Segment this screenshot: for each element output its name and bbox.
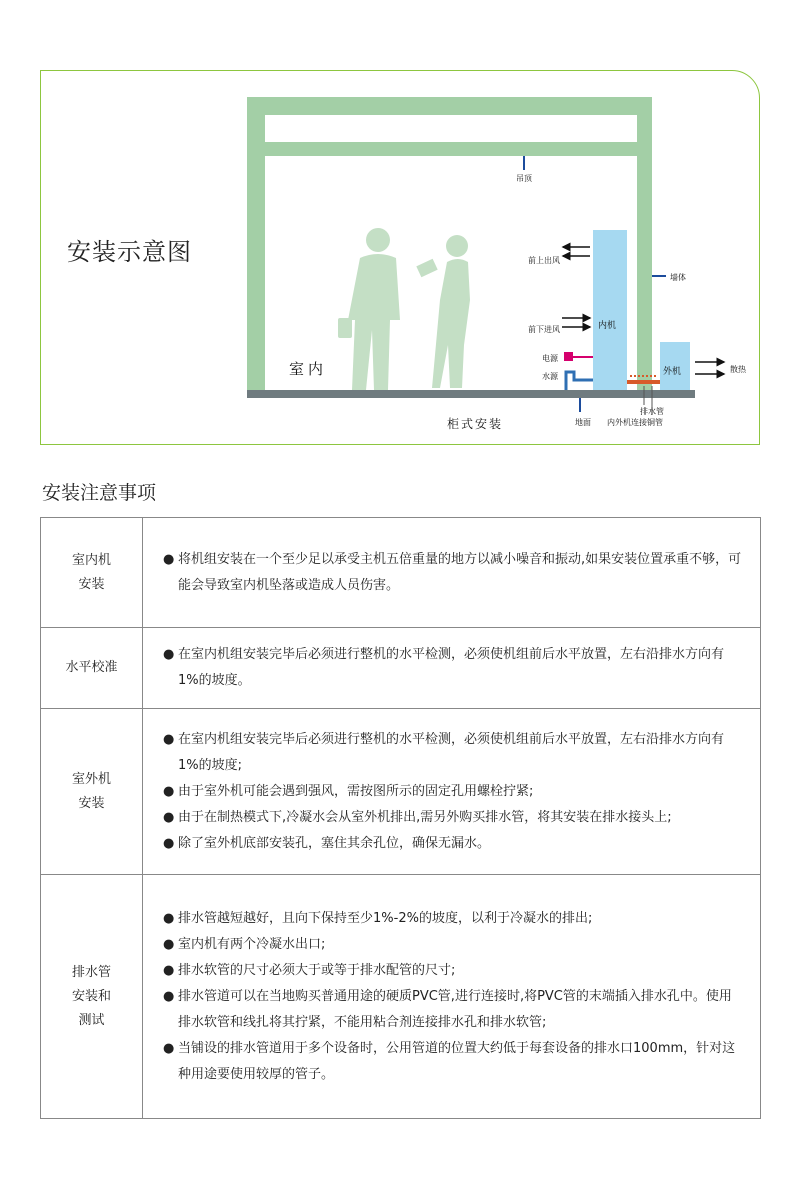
note-text: 将机组安装在一个至少足以承受主机五倍重量的地方以减小噪音和振动,如果安装位置承重不够，可能会导致室内机坠落或造成人员伤害。: [178, 551, 742, 593]
note-item: [163, 958, 744, 984]
notes-row-content: [143, 709, 761, 875]
notes-row-heading: [41, 875, 143, 1119]
bullet-icon: ●: [163, 962, 175, 978]
bullet-icon: ●: [163, 835, 175, 851]
notes-row: [41, 518, 761, 628]
note-text: 室内机有两个冷凝水出口;: [178, 936, 326, 952]
bullet-icon: ●: [163, 910, 175, 926]
notes-row-content: [143, 628, 761, 709]
bullet-icon: ●: [163, 988, 175, 1004]
heading-line: 安装和: [71, 988, 111, 1004]
bullet-icon: ●: [163, 551, 175, 567]
label-ceiling: 吊顶: [516, 174, 532, 183]
note-text: 当铺设的排水管道用于多个设备时，公用管道的位置大约低于每套设备的排水口100mm，针对这种用途要使用较厚的管子。: [178, 1040, 736, 1082]
label-copper-pipe: 内外机连接铜管: [607, 418, 663, 427]
heading-line: 测试: [78, 1012, 105, 1028]
note-item: [163, 779, 744, 805]
bullet-icon: ●: [163, 936, 175, 952]
notes-row: [41, 628, 761, 709]
note-text: 在室内机组安装完毕后必须进行整机的水平检测，必须使机组前后水平放置，左右沿排水方向有1%的坡度。: [178, 647, 725, 688]
label-indoor-unit: 内机: [598, 321, 617, 331]
heading-line: 安装: [78, 795, 105, 811]
note-item: [163, 831, 744, 857]
installation-notes-table: [40, 517, 761, 1119]
people-silhouette: [338, 228, 470, 390]
note-text: 在室内机组安装完毕后必须进行整机的水平检测，必须使机组前后水平放置，左右沿排水方向有1%的坡度;: [178, 731, 725, 773]
heading-line: 室外机: [71, 771, 111, 787]
label-water: 水源: [542, 372, 558, 381]
bullet-icon: ●: [163, 1040, 175, 1056]
water-pipe: [566, 372, 593, 390]
label-floor: 地面: [575, 418, 591, 427]
note-text: 排水管道可以在当地购买普通用途的硬质PVC管,进行连接时,将PVC管的末端插入排水孔中。使用排水软管和线扎将其拧紧，不能用粘合剂连接排水孔和排水软管;: [178, 988, 732, 1030]
bullet-icon: ●: [163, 783, 175, 799]
notes-row-content: [143, 518, 761, 628]
installation-diagram: [0, 0, 790, 450]
heading-line: 水平校准: [65, 660, 118, 675]
label-drain-pipe: 排水管: [640, 407, 664, 416]
room-wall-right: [637, 97, 652, 391]
label-outdoor-unit: 外机: [663, 367, 682, 377]
connecting-pipe: [627, 380, 660, 384]
room-wall-left: [247, 97, 265, 391]
diagram-title: 安装示意图: [67, 238, 192, 266]
label-top-outlet: 前上出风: [528, 256, 560, 265]
bullet-icon: ●: [163, 731, 175, 747]
heading-line: 排水管: [71, 964, 111, 980]
floor-slab: [247, 390, 695, 398]
label-indoor: 室内: [289, 360, 328, 378]
label-power: 电源: [542, 354, 558, 363]
notes-section-title: 安装注意事项: [42, 482, 157, 504]
note-text: 由于在制热模式下,冷凝水会从室外机排出,需另外购买排水管，将其安装在排水接头上;: [178, 809, 672, 825]
note-text: 排水管越短越好，且向下保持至少1%-2%的坡度，以利于冷凝水的排出;: [178, 910, 593, 926]
notes-row: [41, 709, 761, 875]
heading-line: 安装: [78, 576, 105, 592]
note-item: [163, 547, 744, 599]
note-item: [163, 984, 744, 1036]
label-heat-dissipation: 散热: [730, 365, 746, 374]
label-cabinet-install: 柜式安装: [447, 417, 504, 431]
note-text: 除了室外机底部安装孔，塞住其余孔位，确保无漏水。: [178, 835, 491, 851]
label-bottom-inlet: 前下进风: [528, 325, 560, 334]
room-frame-top: [247, 97, 652, 115]
note-item: [163, 642, 744, 694]
notes-row-heading: [41, 628, 143, 709]
bullet-icon: ●: [163, 647, 175, 662]
power-box: [564, 352, 573, 361]
note-item: [163, 1036, 744, 1088]
notes-row-heading: [41, 518, 143, 628]
label-wall: 墙体: [670, 273, 686, 282]
heading-line: 室内机: [71, 552, 111, 568]
indoor-unit: [593, 230, 627, 390]
note-text: 排水软管的尺寸必须大于或等于排水配管的尺寸;: [178, 962, 456, 978]
bullet-icon: ●: [163, 809, 175, 825]
notes-row-heading: [41, 709, 143, 875]
note-item: [163, 932, 744, 958]
note-item: [163, 906, 744, 932]
notes-row: [41, 875, 761, 1119]
ceiling-board: [247, 142, 652, 156]
notes-row-content: [143, 875, 761, 1119]
note-item: [163, 727, 744, 779]
note-text: 由于室外机可能会遇到强风，需按图所示的固定孔用螺栓拧紧;: [178, 783, 534, 799]
note-item: [163, 805, 744, 831]
